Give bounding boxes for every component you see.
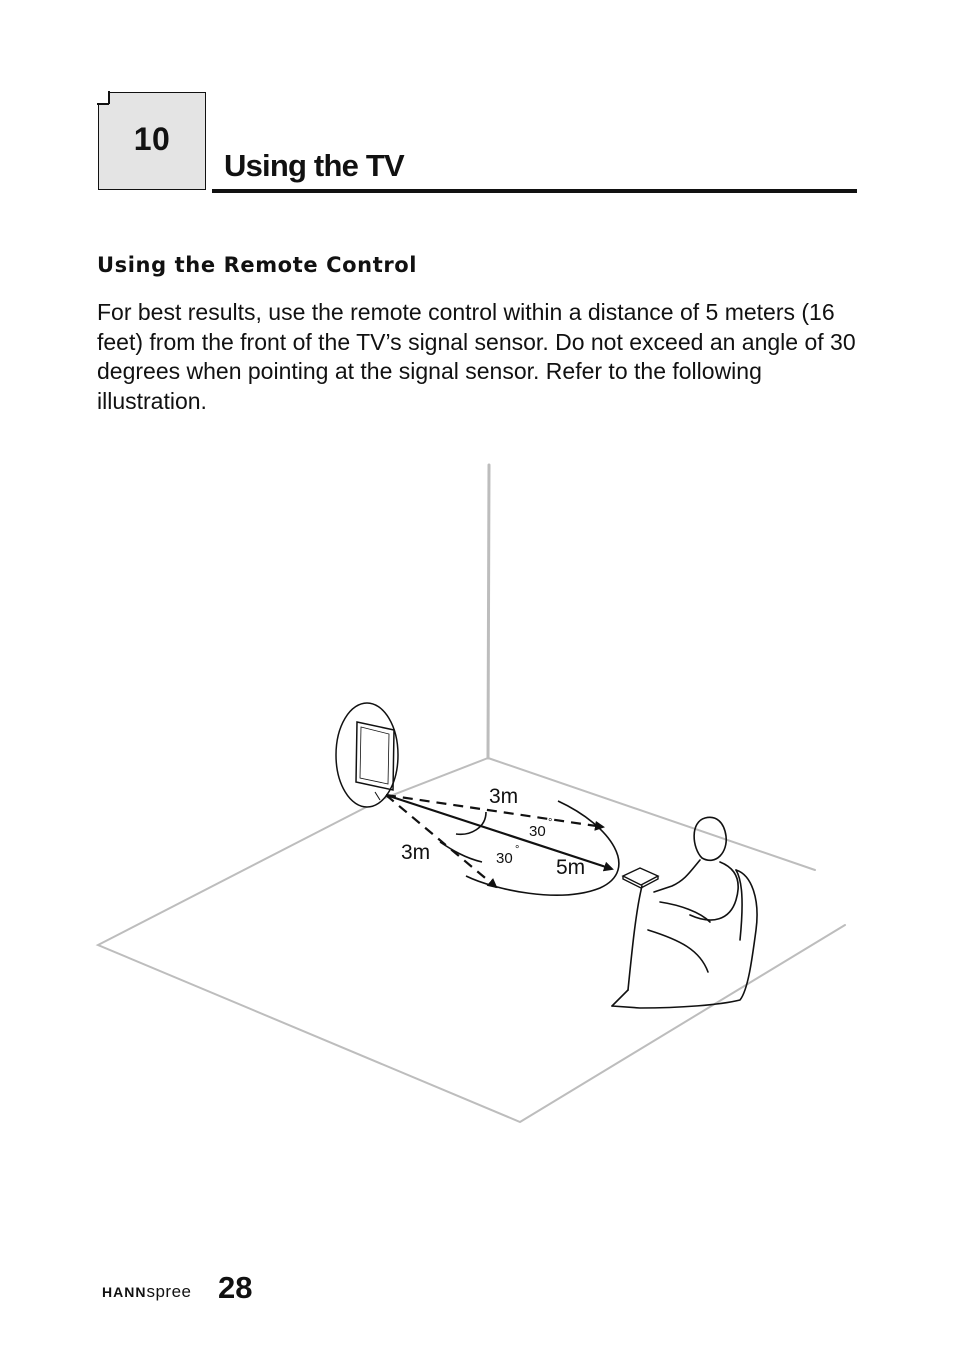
lower-angle-degree: ° — [515, 844, 520, 856]
remote-control-icon — [623, 868, 658, 888]
remote-range-illustration — [90, 455, 860, 1135]
chapter-title: Using the TV — [224, 148, 404, 183]
upper-distance-label: 3m — [489, 785, 519, 808]
title-rule — [212, 189, 857, 193]
angle-arc-lower — [440, 842, 482, 862]
upper-angle-degree: ° — [548, 817, 553, 829]
tv-icon — [336, 703, 398, 807]
page-number: 28 — [218, 1270, 253, 1305]
body-paragraph: For best results, use the remote control within a distance of 5 meters (16 feet) from the front of the TV’s signal sensor. Do not exceed an angle of 30 degrees when pointing at the signal sensor. Refer to the following illustration. — [97, 299, 856, 414]
center-distance-label: 5m — [556, 856, 586, 879]
brand-logo: HANNspree — [102, 1282, 192, 1301]
lower-angle-label: 30 — [496, 850, 513, 867]
outer-range-arc — [466, 801, 619, 895]
lower-distance-label: 3m — [401, 841, 431, 864]
section-heading: Using the Remote Control — [97, 253, 418, 277]
upper-angle-label: 30 — [529, 823, 546, 840]
chapter-number-box — [98, 92, 206, 190]
person-in-chair-icon — [612, 817, 757, 1008]
room-outline — [98, 465, 845, 1122]
chapter-number: 10 — [133, 121, 171, 157]
